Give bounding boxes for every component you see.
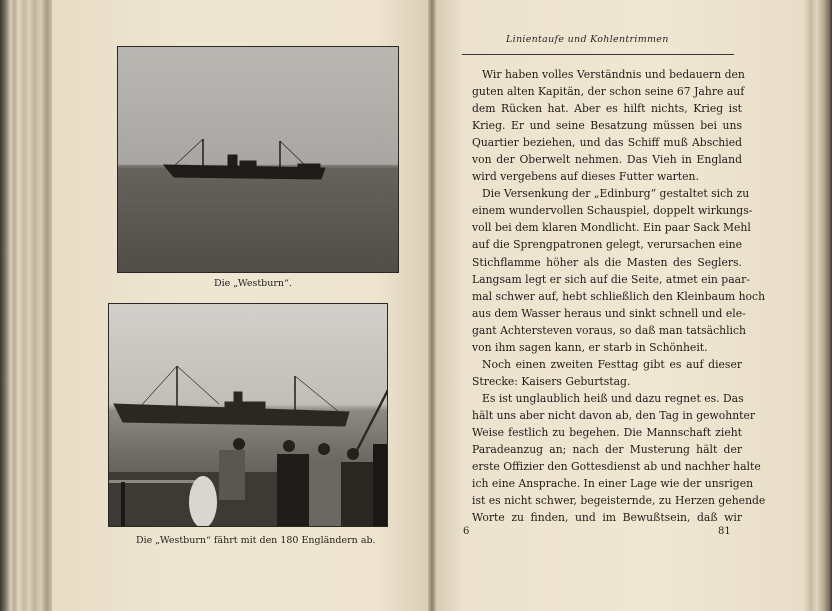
text-line: Stichflamme höher als die Masten des Seglers. — [472, 255, 742, 269]
text-line: ist es nicht schwer, begeisternde, zu Herzen gehende — [472, 494, 766, 508]
photo-westburn-departing — [108, 303, 388, 527]
running-head: Linientaufe und Kohlentrimmen — [506, 34, 669, 45]
text-line: aus dem Wasser heraus und sinkt schnell und ele- — [472, 306, 746, 320]
text-line: wird vergebens auf dieses Futter warten. — [472, 170, 699, 184]
text-line: Weise festlich zu begehen. Die Mannschaft zieht — [472, 425, 742, 439]
text-line: dem Rücken hat. Aber es hilft nichts, Krieg ist — [472, 102, 742, 116]
text-line: guten alten Kapitän, der schon seine 67 Jahre auf — [472, 85, 745, 99]
text-line: Die Versenkung der „Edinburg“ gestaltet sich zu — [482, 187, 750, 201]
right-page-edges — [804, 0, 832, 611]
text-line: mal schwer auf, hebt schließlich den Kleinbaum hoch — [472, 289, 766, 303]
text-line: von ihm sagen kann, er starb in Schönheit. — [472, 340, 708, 354]
page-number: 81 — [718, 526, 731, 537]
text-line: gant Achtersteven voraus, so daß man tatsächlich — [472, 323, 746, 337]
text-line: Noch einen zweiten Festtag gibt es auf dieser — [482, 357, 742, 371]
bottom-photo-caption: Die „Westburn“ fährt mit den 180 Engländern ab. — [136, 535, 376, 546]
text-line: voll bei dem klaren Mondlicht. Ein paar Sack Mehl — [472, 221, 751, 235]
text-line: hält uns aber nicht davon ab, den Tag in gewohnter — [472, 408, 756, 422]
printer-signature: 6 — [463, 526, 470, 537]
text-line: auf die Sprengpatronen gelegt, verursachen eine — [472, 238, 742, 252]
text-line: Langsam legt er sich auf die Seite, atmet ein paar- — [472, 272, 750, 286]
body-text — [472, 66, 766, 526]
text-line: erste Offizier den Gottesdienst ab und nachher halte — [472, 460, 761, 474]
left-page-edges — [0, 0, 52, 611]
photo-ship-westburn — [117, 46, 399, 273]
ship-and-crew-illustration — [109, 304, 387, 526]
ship-illustration — [118, 47, 398, 272]
text-line: Krieg. Er und seine Besatzung müssen bei uns — [472, 119, 742, 133]
text-line: Worte zu finden, und im Bewußtsein, daß wir — [472, 511, 742, 525]
text-line: Es ist unglaublich heiß und dazu regnet es. Das — [482, 391, 744, 405]
text-line: Wir haben volles Verständnis und bedauern den — [482, 68, 745, 81]
top-photo-caption: Die „Westburn“. — [214, 278, 292, 289]
text-line: Paradeanzug an; nach der Musterung hält der — [472, 443, 742, 457]
text-line: ich eine Ansprache. In einer Lage wie der unsrigen — [472, 477, 754, 491]
text-line: einem wundervollen Schauspiel, doppelt wirkungs- — [472, 204, 753, 218]
text-line: Strecke: Kaisers Geburtstag. — [472, 374, 631, 388]
text-line: Quartier beziehen, und das Schiff muß Abschied — [472, 136, 742, 150]
book-gutter — [428, 0, 436, 611]
running-head-rule — [462, 54, 734, 55]
text-line: von der Oberwelt nehmen. Das Vieh in England — [472, 153, 742, 167]
